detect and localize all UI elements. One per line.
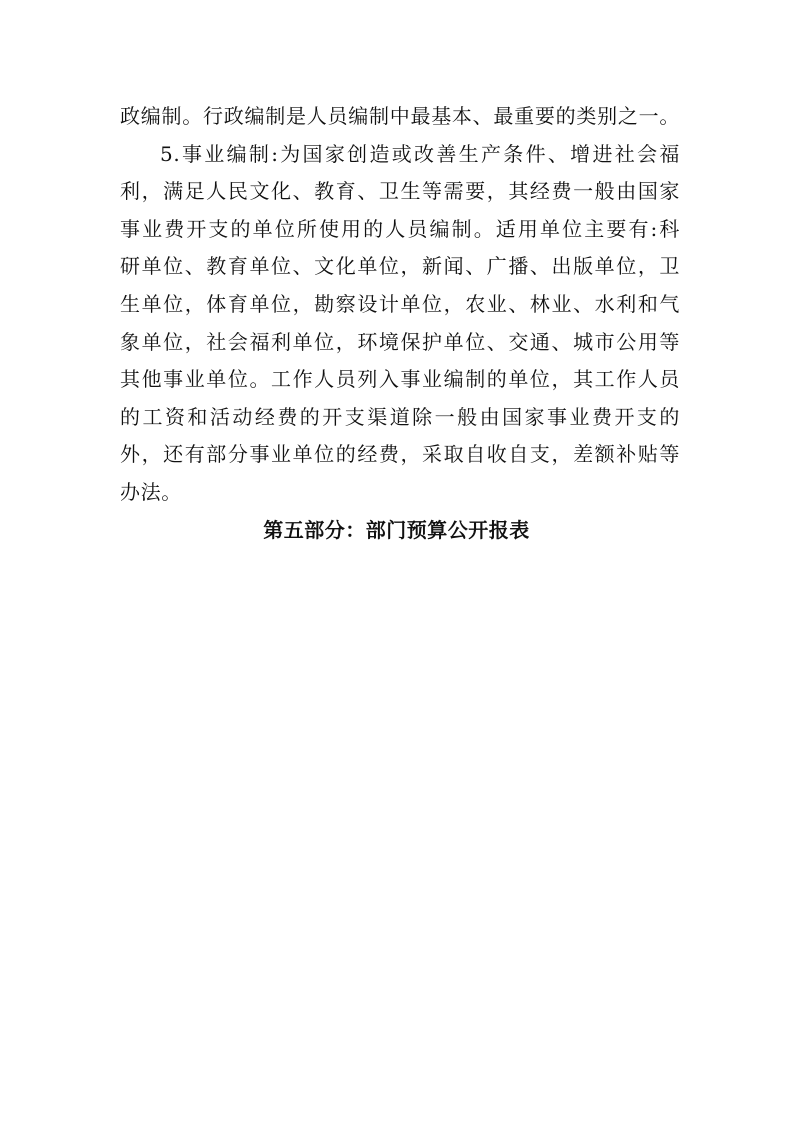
text-line: 利，满足人民文化、教育、卫生等需要，其经费一般由国家 (120, 179, 680, 204)
text-line: 政编制。行政编制是人员编制中最基本、最重要的类别之一。 (120, 104, 680, 128)
text-line: 外，还有部分事业单位的经费，采取自收自支，差额补贴等 (120, 442, 680, 467)
text-line: 的工资和活动经费的开支渠道除一般由国家事业费开支的 (120, 404, 680, 429)
text-line: 研单位、教育单位、文化单位，新闻、广播、出版单位，卫 (120, 254, 680, 279)
text-line: 其他事业单位。工作人员列入事业编制的单位，其工作人员 (120, 367, 680, 392)
text-line: 象单位，社会福利单位，环境保护单位、交通、城市公用等 (120, 329, 680, 354)
section-title: 第五部分：部门预算公开报表 (263, 518, 530, 542)
text-line: 5.事业编制:为国家创造或改善生产条件、增进社会福 (160, 141, 680, 166)
body-text (120, 98, 680, 512)
text-line: 办法。 (120, 479, 182, 504)
text-line: 事业费开支的单位所使用的人员编制。适用单位主要有:科 (120, 216, 680, 241)
text-line: 生单位，体育单位，勘察设计单位，农业、林业、水利和气 (120, 291, 680, 316)
